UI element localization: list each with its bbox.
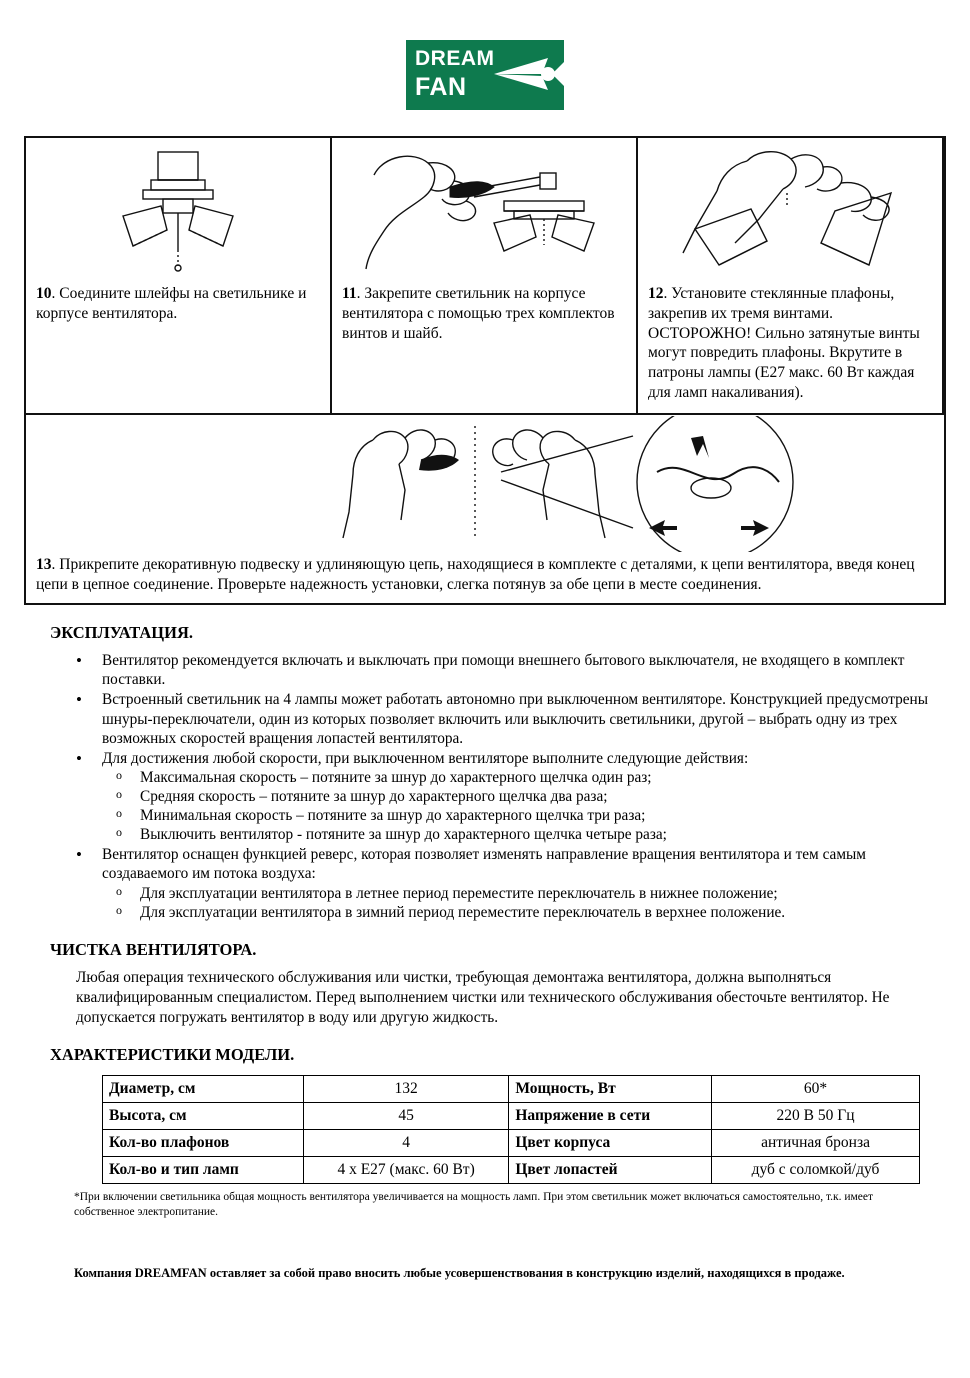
- spec-value: 45: [303, 1103, 508, 1130]
- spec-value: античная бронза: [712, 1130, 920, 1157]
- figure-13-number: 13: [36, 555, 52, 573]
- spec-value: 4 х Е27 (макс. 60 Вт): [303, 1157, 508, 1184]
- spec-key: Мощность, Вт: [509, 1076, 712, 1103]
- figure-10-text: . Соедините шлейфы на светильнике и корпусе вентилятора.: [36, 285, 307, 322]
- spec-key: Цвет лопастей: [509, 1157, 712, 1184]
- logo-container: [24, 0, 946, 110]
- list-item: o Выключить вентилятор - потяните за шнур до характерного щелчка четыре раза;: [102, 825, 946, 844]
- figure-11-text: . Закрепите светильник на корпусе вентилятора с помощью трех комплектов винтов и шайб.: [342, 285, 615, 342]
- cleaning-section-text: Любая операция технического обслуживания или чистки, требующая демонтажа вентилятора, должна выполняться квалифицированным специалистом. Перед выполнением чистки или технического обслуживания обесточьте вентилятор. Не допускается погружать вентилятор в воду или другую жидкость.: [76, 968, 890, 1026]
- spec-key: Кол-во плафонов: [103, 1130, 304, 1157]
- spec-value: 220 В 50 Гц: [712, 1103, 920, 1130]
- bullet-text: Вентилятор рекомендуется включать и выключать при помощи внешнего бытового выключателя, не входящего в комплект поставки.: [102, 652, 905, 689]
- list-item: o Для эксплуатации вентилятора в зимний период переместите переключатель в верхнее положение.: [102, 903, 946, 922]
- figure-11-illustration: [332, 138, 636, 280]
- list-item: o Для эксплуатации вентилятора в летнее период переместите переключатель в нижнее положение;: [102, 884, 946, 903]
- spec-value: дуб с соломкой/дуб: [712, 1157, 920, 1184]
- figure-11-number: 11: [342, 285, 357, 302]
- list-item: o Максимальная скорость – потяните за шнур до характерного щелчка один раз;: [102, 768, 946, 787]
- figure-10-caption: [26, 280, 330, 334]
- table-row: [103, 1130, 920, 1157]
- bullet-text: Вентилятор оснащен функцией реверс, которая позволяет изменять направление вращения вентилятора и тем самым создаваемого им потока воздуха:: [102, 846, 866, 883]
- figure-11-caption: [332, 280, 636, 353]
- spec-key: Напряжение в сети: [509, 1103, 712, 1130]
- list-item: [76, 749, 946, 845]
- spec-value: 4: [303, 1130, 508, 1157]
- table-row: [103, 1157, 920, 1184]
- bullet-text: Встроенный светильник на 4 лампы может работать автономно при выключенном вентиляторе. Конструкцией предусмотрены шнуры-переключатели, один из которых позволяет включить или выключить светильники, другой – выбрать одну из трех возможных скоростей вращения лопастей вентилятора.: [102, 691, 928, 747]
- dreamfan-logo: [406, 40, 564, 110]
- figure-12-illustration: [638, 138, 942, 280]
- figure-cell-12: [638, 138, 944, 413]
- legal-notice: Компания DREAMFAN оставляет за собой право вносить любые усовершенствования в конструкцию изделий, находящихся в продаже.: [74, 1266, 845, 1281]
- list-item: o Средняя скорость – потяните за шнур до характерного щелчка два раза;: [102, 787, 946, 806]
- figure-12-text: . Установите стеклянные плафоны, закрепив их тремя винтами. ОСТОРОЖНО! Сильно затянутые винты могут повредить плафоны. Вкрутите в патроны лампы (Е27 макс. 60 Вт каждая для ламп накаливания).: [648, 285, 920, 402]
- logo-line-2: FAN: [415, 73, 467, 101]
- figure-cell-10: [26, 138, 332, 413]
- figure-13-text: . Прикрепите декоративную подвеску и удлиняющую цепь, находящиеся в комплекте с деталями, к цепи вентилятора, введя конец цепи в цепное соединение. Проверьте надежность установки, слегка потянув за обе цепи в месте соединения.: [36, 555, 915, 594]
- figure-cell-13: [26, 413, 944, 603]
- spec-key: Цвет корпуса: [509, 1130, 712, 1157]
- figure-12-caption: [638, 280, 942, 413]
- spec-key: Диаметр, см: [103, 1076, 304, 1103]
- spec-key: Высота, см: [103, 1103, 304, 1130]
- table-row: [103, 1103, 920, 1130]
- list-item: o Минимальная скорость – потяните за шнур до характерного щелчка три раза;: [102, 806, 946, 825]
- instruction-figures-grid: [24, 136, 946, 605]
- reverse-sub-list: [102, 884, 946, 922]
- figure-12-number: 12: [648, 285, 664, 302]
- specifications-table: [102, 1075, 920, 1184]
- figure-13-caption: [26, 553, 944, 603]
- spec-value: 132: [303, 1076, 508, 1103]
- figure-cell-11: [332, 138, 638, 413]
- spec-value: 60*: [712, 1076, 920, 1103]
- list-item: [76, 845, 946, 921]
- spec-key: Кол-во и тип ламп: [103, 1157, 304, 1184]
- cleaning-section-title: ЧИСТКА ВЕНТИЛЯТОРА.: [50, 939, 257, 959]
- figure-13-illustration: [26, 415, 944, 553]
- logo-line-1: DREAM: [415, 47, 495, 70]
- operation-section-title: ЭКСПЛУАТАЦИЯ.: [50, 623, 194, 643]
- speed-sub-list: [102, 768, 946, 844]
- specs-section-title: ХАРАКТЕРИСТИКИ МОДЕЛИ.: [50, 1045, 295, 1065]
- fan-blade-icon: [492, 40, 564, 110]
- figure-10-illustration: [26, 138, 330, 280]
- operation-bullet-list: [54, 651, 946, 922]
- specs-footnote: *При включении светильника общая мощность вентилятора увеличивается на мощность ламп. При этом светильник может включаться самостоятельно, т.к. имеет собственное электропитание.: [74, 1191, 874, 1219]
- list-item: [76, 651, 946, 689]
- bullet-text: Для достижения любой скорости, при выключенном вентиляторе выполните следующие действия:: [102, 749, 749, 767]
- figure-10-number: 10: [36, 285, 52, 302]
- list-item: [76, 690, 946, 747]
- table-row: [103, 1076, 920, 1103]
